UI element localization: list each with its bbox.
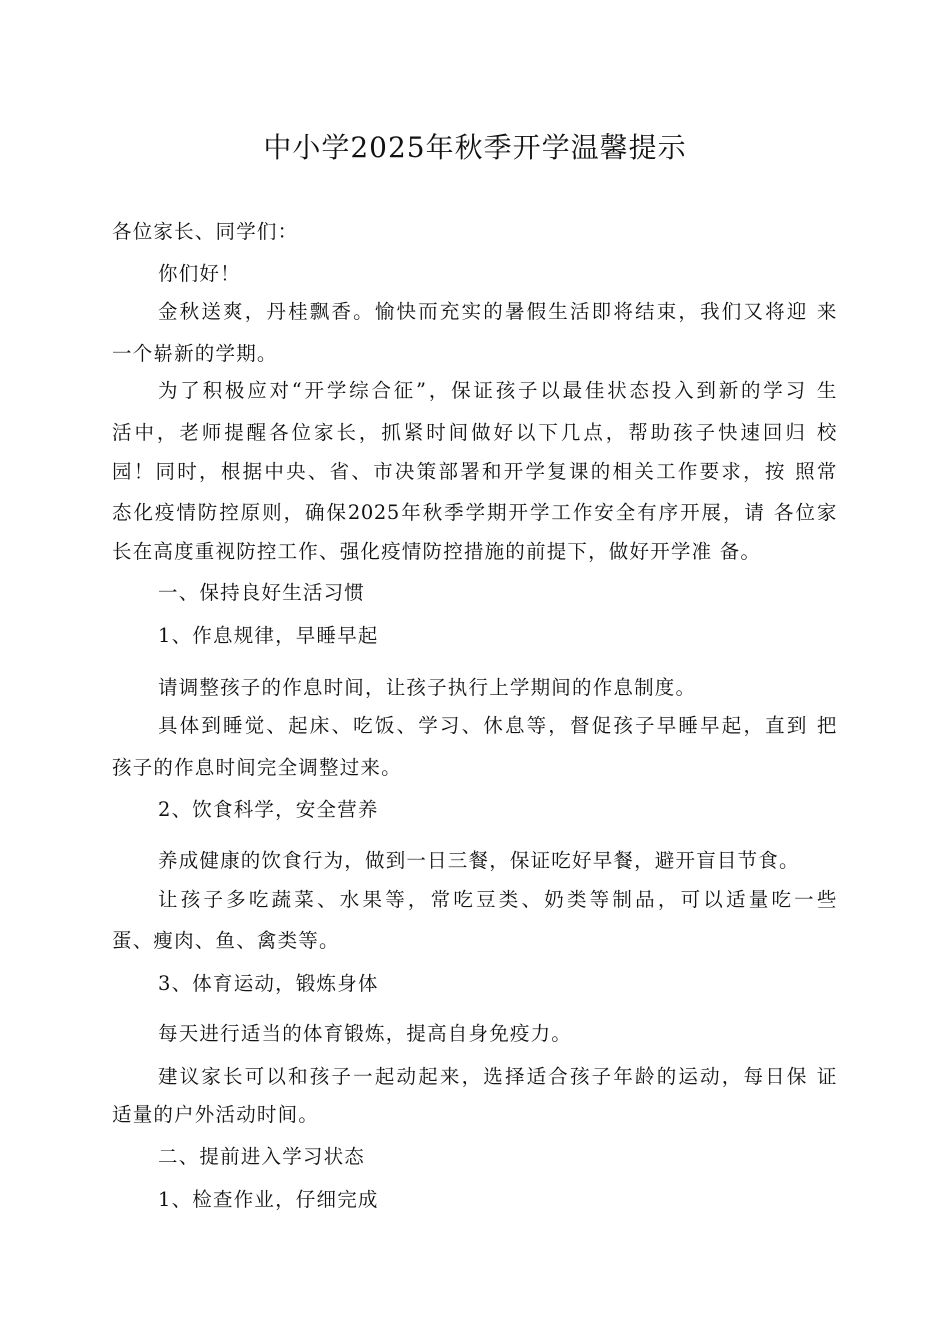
paragraph-line: 金秋送爽，丹桂飘香。愉快而充实的暑假生活即将结束，我们又将迎 来 (158, 300, 837, 323)
paragraph-line: 每天进行适当的体育锻炼，提高自身免疫力。 (158, 1022, 573, 1045)
paragraph-line: 建议家长可以和孩子一起动起来，选择适合孩子年龄的运动，每日保 证 (158, 1065, 837, 1088)
document-title: 中小学2025年秋季开学温馨提示 (263, 131, 687, 164)
paragraph-line: 让孩子多吃蔬菜、水果等，常吃豆类、奶类等制品，可以适量吃一些 (158, 888, 837, 911)
paragraph-line: 孩子的作息时间完全调整过来。 (112, 756, 402, 779)
salutation: 各位家长、同学们： (112, 220, 299, 243)
greeting: 你们好！ (158, 262, 241, 285)
paragraph-line: 请调整孩子的作息时间，让孩子执行上学期间的作息制度。 (158, 676, 697, 699)
paragraph-line: 适量的户外活动时间。 (112, 1103, 320, 1126)
paragraph-line: 为了积极应对“开学综合征”，保证孩子以最佳状态投入到新的学习 生 (158, 379, 837, 402)
subsection-heading: 2、饮食科学，安全营养 (158, 798, 379, 821)
paragraph-line: 养成健康的饮食行为，做到一日三餐，保证吃好早餐，避开盲目节食。 (158, 849, 800, 872)
subsection-heading: 3、体育运动，锻炼身体 (158, 972, 379, 995)
subsection-heading: 1、检查作业，仔细完成 (158, 1188, 379, 1211)
section-heading: 一、保持良好生活习惯 (158, 581, 366, 604)
paragraph-line: 活中，老师提醒各位家长，抓紧时间做好以下几点，帮助孩子快速回归 校 (112, 421, 837, 444)
paragraph-line: 一个崭新的学期。 (112, 342, 278, 365)
paragraph-line: 具体到睡觉、起床、吃饭、学习、休息等，督促孩子早睡早起，直到 把 (158, 714, 837, 737)
paragraph-line: 长在高度重视防控工作、强化疫情防控措施的前提下，做好开学准 备。 (112, 540, 762, 563)
subsection-heading: 1、作息规律，早睡早起 (158, 624, 379, 647)
paragraph-line: 态化疫情防控原则，确保2025年秋季学期开学工作安全有序开展，请 各位家 (112, 501, 837, 524)
paragraph-line: 蛋、瘦肉、鱼、禽类等。 (112, 929, 340, 952)
paragraph-line: 园！同时，根据中央、省、市决策部署和开学复课的相关工作要求，按 照常 (112, 460, 837, 483)
section-heading: 二、提前进入学习状态 (158, 1145, 366, 1168)
